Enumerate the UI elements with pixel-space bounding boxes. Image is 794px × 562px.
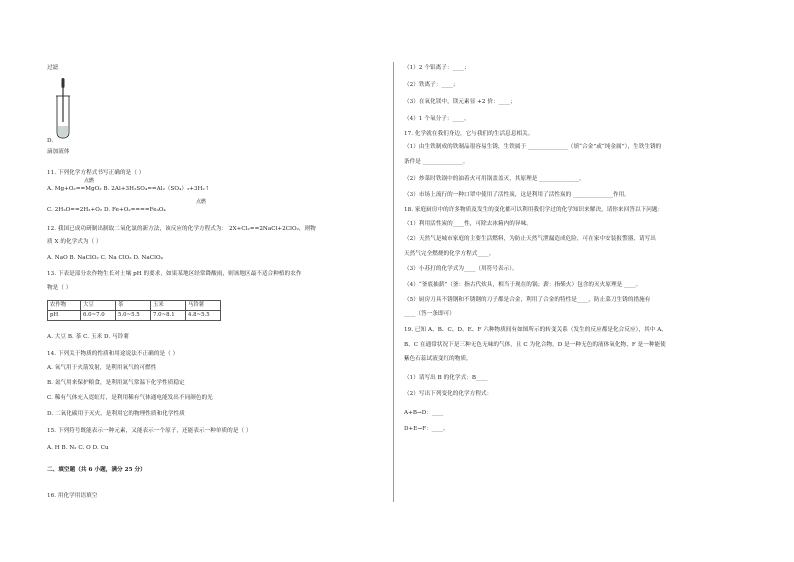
crop-ph-table bbox=[47, 300, 221, 321]
q14: 14. 下列关于物质的性质和用途说法不正确的是（ ） bbox=[47, 351, 179, 357]
q14-c: C. 稀有气体充入霓虹灯，是利用稀有气体通电能发出不同颜色的光 bbox=[47, 395, 213, 401]
q19c: 紫色石蕊试液变红的物质。 bbox=[404, 356, 472, 362]
dropper-test-tube-figure bbox=[53, 78, 75, 140]
q18-4: （4）“釜底抽薪”（釜：指古代炊具，相当于现在的锅；薪：指柴火）包含的灭火原理是 ____。 bbox=[404, 282, 642, 288]
q19-de: D+E→F：____。 bbox=[404, 426, 449, 432]
table-cell: 7.0~8.1 bbox=[151, 311, 186, 321]
q18-5b: ____（答一条即可） bbox=[404, 311, 455, 317]
section2: 二、填空题（共 6 小题，满分 25 分） bbox=[47, 467, 146, 473]
q18-3: （3）小苏打的化学式为____（用符号表示）。 bbox=[404, 266, 518, 272]
q16-1: （1）2 个铝离子：____； bbox=[404, 65, 470, 71]
q13b: 物是（ ） bbox=[47, 285, 72, 291]
q14-a: A. 氧气用于火箭发射，是利用氧气的可燃性 bbox=[47, 365, 157, 371]
table-cell: 5.0~5.5 bbox=[116, 311, 151, 321]
q11-condition-d: 点燃 bbox=[196, 199, 207, 205]
q18-2a: （2）天然气是城市家庭的主要生活燃料，为防止天然气泄漏造成危险，可在家中安装报警器，请写出 bbox=[404, 236, 656, 242]
q17-1b: 条件是 ______________。 bbox=[404, 159, 469, 165]
q15: 15. 下列符号既能表示一种元素，又能表示一个原子，还能表示一种单质的是（ ） bbox=[47, 428, 252, 434]
q19-1: （1）请写出 B 的化学式：B____ bbox=[404, 375, 488, 381]
q16-2: （2）铁离子：____； bbox=[404, 82, 459, 88]
q13a: 13. 下表是部分农作物生长对土壤 pH 的要求，如果某地区经常降酸雨，则该地区最不适合种植的农作 bbox=[47, 271, 302, 277]
column-divider bbox=[393, 62, 394, 502]
table-cell: 6.0~7.0 bbox=[81, 311, 116, 321]
table-cell: pH bbox=[48, 311, 81, 321]
q19b: B、C 在通常状况下是三种无色无味的气体，且 C 为化合物，D 是一种无色的液体氧化物，F 是一种能使 bbox=[404, 342, 666, 348]
q17-3: （3）市场上流行的一种口罩中使用了活性炭，这是利用了活性炭的 ______________作用。 bbox=[404, 192, 630, 198]
q18: 18. 家庭厨房中的许多物质及发生的变化都可以利用我们学过的化学知识来解决，请你来回答以下问题： bbox=[404, 207, 664, 213]
q12b: 质 X 的化学式为（ ） bbox=[47, 239, 102, 245]
q11-cd: C. 2H₂O==2H₂+O₂ D. Fe+O₂====Fe₃O₄ bbox=[47, 207, 166, 213]
q19-ab: A+B→D：____ bbox=[404, 410, 444, 416]
table-row bbox=[48, 301, 221, 311]
q17-1a: （1）由生铁制成的铁制品很容易生锈，生铁属于 ______________（填“合金”或“纯金属”），生铁生锈的 bbox=[404, 144, 662, 150]
q13-opts: A. 大豆 B. 茶 C. 玉米 D. 马铃薯 bbox=[47, 334, 129, 340]
opt-d-label: D. bbox=[47, 138, 54, 144]
right-column bbox=[397, 0, 794, 562]
q19a: 19. 已知 A、B、C、D、E、F 六种物质间有如图所示的转变关系（发生的反应都是化合反应），其中 A、 bbox=[404, 327, 667, 333]
q12-opts: A. NaO B. NaClO₂ C. Na ClO₃ D. NaClO₄ bbox=[47, 255, 163, 261]
table-cell: 农作物 bbox=[48, 301, 81, 311]
q18-5a: （5）厨房刀具不锈钢和不锈钢的刀子都是合金，利用了合金的特性是____，防止菜刀生锈的措施有 bbox=[404, 297, 651, 303]
q16: 16. 用化学用语填空 bbox=[47, 493, 98, 499]
q11-condition-b: 点燃 bbox=[84, 178, 95, 184]
q18-2b: 天然气完全燃烧的化学方程式____。 bbox=[404, 251, 495, 257]
table-cell: 玉米 bbox=[151, 301, 186, 311]
q18-1: （1）利用活性炭的____性，可除去冰箱内的异味。 bbox=[404, 221, 532, 227]
q16-4: （4）1 个氧分子：____。 bbox=[404, 116, 470, 122]
table-cell: 茶 bbox=[116, 301, 151, 311]
q16-3: （3）在氧化镁中，镁元素显 +2 价：____； bbox=[404, 99, 516, 105]
q19-2: （2）写出下列变化的化学方程式： bbox=[404, 391, 493, 397]
table-cell: 大豆 bbox=[81, 301, 116, 311]
q17: 17. 化学就在我们身边，它与我们的生活息息相关。 bbox=[404, 131, 534, 137]
opt-d-caption: 滴加液体 bbox=[47, 149, 70, 155]
table-cell: 马铃薯 bbox=[186, 301, 221, 311]
q17-2: （2）炒菜时铁锅中的油着火可用锅盖盖灭，其原理是 ______________。 bbox=[404, 176, 585, 182]
q15-opts: A. H B. N₂ C. O D. Cu bbox=[47, 445, 109, 451]
q11: 11. 下列化学方程式书写正确的是（ ） bbox=[47, 170, 145, 176]
q11-ab: A. Mg+O₂==MgO₂ B. 2Al+3H₂SO₄==Al₂（SO₄）₃+3H₂↑ bbox=[47, 186, 210, 192]
q14-d: D. 二氧化碳用于灭火，是利用它的物理性质和化学性质 bbox=[47, 411, 185, 417]
q14-b: B. 氮气用来保护粮食，是利用氮气常温下化学性质稳定 bbox=[47, 380, 185, 386]
table-row bbox=[48, 311, 221, 321]
q12a: 12. 我国已成功研制出制取二氧化氯的新方法，该反应的化学方程式为： 2X+Cl₂==2NaCl+2ClO₂，则物 bbox=[47, 226, 316, 232]
top-note: 过滤 bbox=[47, 65, 59, 71]
table-cell: 4.8~5.5 bbox=[186, 311, 221, 321]
